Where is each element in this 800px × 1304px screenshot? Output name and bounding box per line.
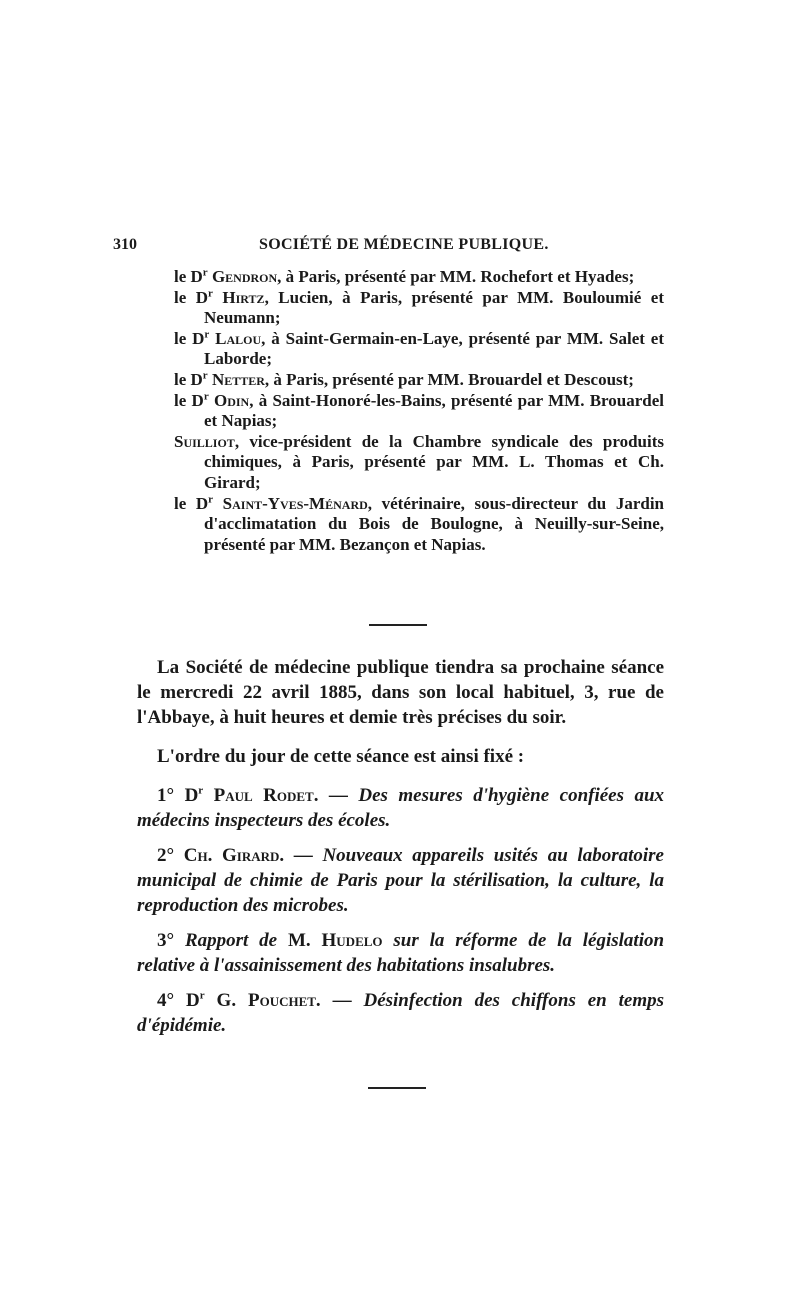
member-name: Lalou	[215, 328, 262, 348]
running-title: SOCIÉTÉ DE MÉDECINE PUBLIQUE.	[259, 236, 549, 253]
running-header	[113, 236, 553, 258]
new-members-list	[174, 267, 664, 555]
member-entry: le $D^r$ Gendron, à Paris, présenté par MM. Rochefort et Hyades;	[174, 266, 635, 286]
agenda-speaker: Ch. Girard	[183, 845, 280, 866]
member-name: Odin	[213, 390, 250, 410]
section-divider	[369, 624, 427, 626]
agenda-item: 1° $D^r$ Paul Rodet. — Des mesures d'hygiène confiées aux médecins inspecteurs des écoles.	[137, 784, 665, 831]
meeting-announcement	[137, 655, 664, 1038]
member-entry: le $D^r$ Odin, à Saint-Honoré-les-Bains, présenté par MM. Brouardel et Napias;	[174, 389, 665, 431]
member-name: Gendron	[211, 267, 278, 286]
agenda-item: 4° $D^r$ G. Pouchet. — Désinfection des chiffons en temps d'épidémie.	[137, 989, 665, 1036]
member-name: Suilliot	[174, 431, 235, 451]
section-divider	[368, 1087, 426, 1089]
member-entry: le $D^r$ Saint-Yves-Ménard, vétérinaire, sous-directeur du Jardin d'acclimatation du Bois de Boulogne, à Neuilly-sur-Seine, présenté par MM. Bezançon et Napias.	[174, 492, 665, 554]
agenda-speaker: G. Pouchet	[216, 990, 316, 1011]
member-entry: le $D^r$ Netter, à Paris, présenté par MM. Brouardel et Descoust;	[174, 369, 634, 389]
agenda-heading: L'ordre du jour de cette séance est ainsi fixé :	[157, 746, 525, 767]
agenda-topic: sur la réforme de la législation relative à l'assainissement des habitations insalubres.	[137, 930, 665, 976]
member-name: Saint-Yves-Ménard	[222, 493, 368, 513]
agenda-speaker: Hudelo	[321, 930, 383, 951]
agenda-topic: Des mesures d'hygiène confiées aux médecins inspecteurs des écoles.	[137, 785, 665, 831]
agenda-item: 2° Ch. Girard. — Nouveaux appareils usités au laboratoire municipal de chimie de Paris pour la stérilisation, la culture, la reproduction des microbes.	[137, 845, 664, 916]
member-entry: Suilliot, vice-président de la Chambre syndicale des produits chimiques, à Paris, présenté par MM. L. Thomas et Ch. Girard;	[174, 431, 664, 492]
agenda-topic: Désinfection des chiffons en temps d'épidémie.	[137, 990, 665, 1036]
member-entry: le $D^r$ Hirtz, Lucien, à Paris, présenté par MM. Bouloumié et Neumann;	[174, 286, 665, 328]
agenda-topic: Nouveaux appareils usités au laboratoire municipal de chimie de Paris pour la stérilisation, la culture, la reproduction des microbes.	[137, 845, 664, 916]
announcement-paragraph: La Société de médecine publique tiendra sa prochaine séance le mercredi 22 avril 1885, dans son local habituel, 3, rue de l'Abbaye, à huit heures et demie très précises du soir.	[137, 657, 664, 728]
member-name: Netter	[211, 369, 265, 389]
agenda-item: 3° Rapport de M. Hudelo sur la réforme de la législation relative à l'assainissement des habitations insalubres.	[137, 930, 665, 976]
member-entry: le $D^r$ Lalou, à Saint-Germain-en-Laye, présenté par MM. Salet et Laborde;	[174, 328, 664, 369]
agenda-speaker: Paul Rodet	[213, 785, 314, 806]
page-number: 310	[113, 236, 137, 253]
member-name: Hirtz	[222, 287, 265, 307]
